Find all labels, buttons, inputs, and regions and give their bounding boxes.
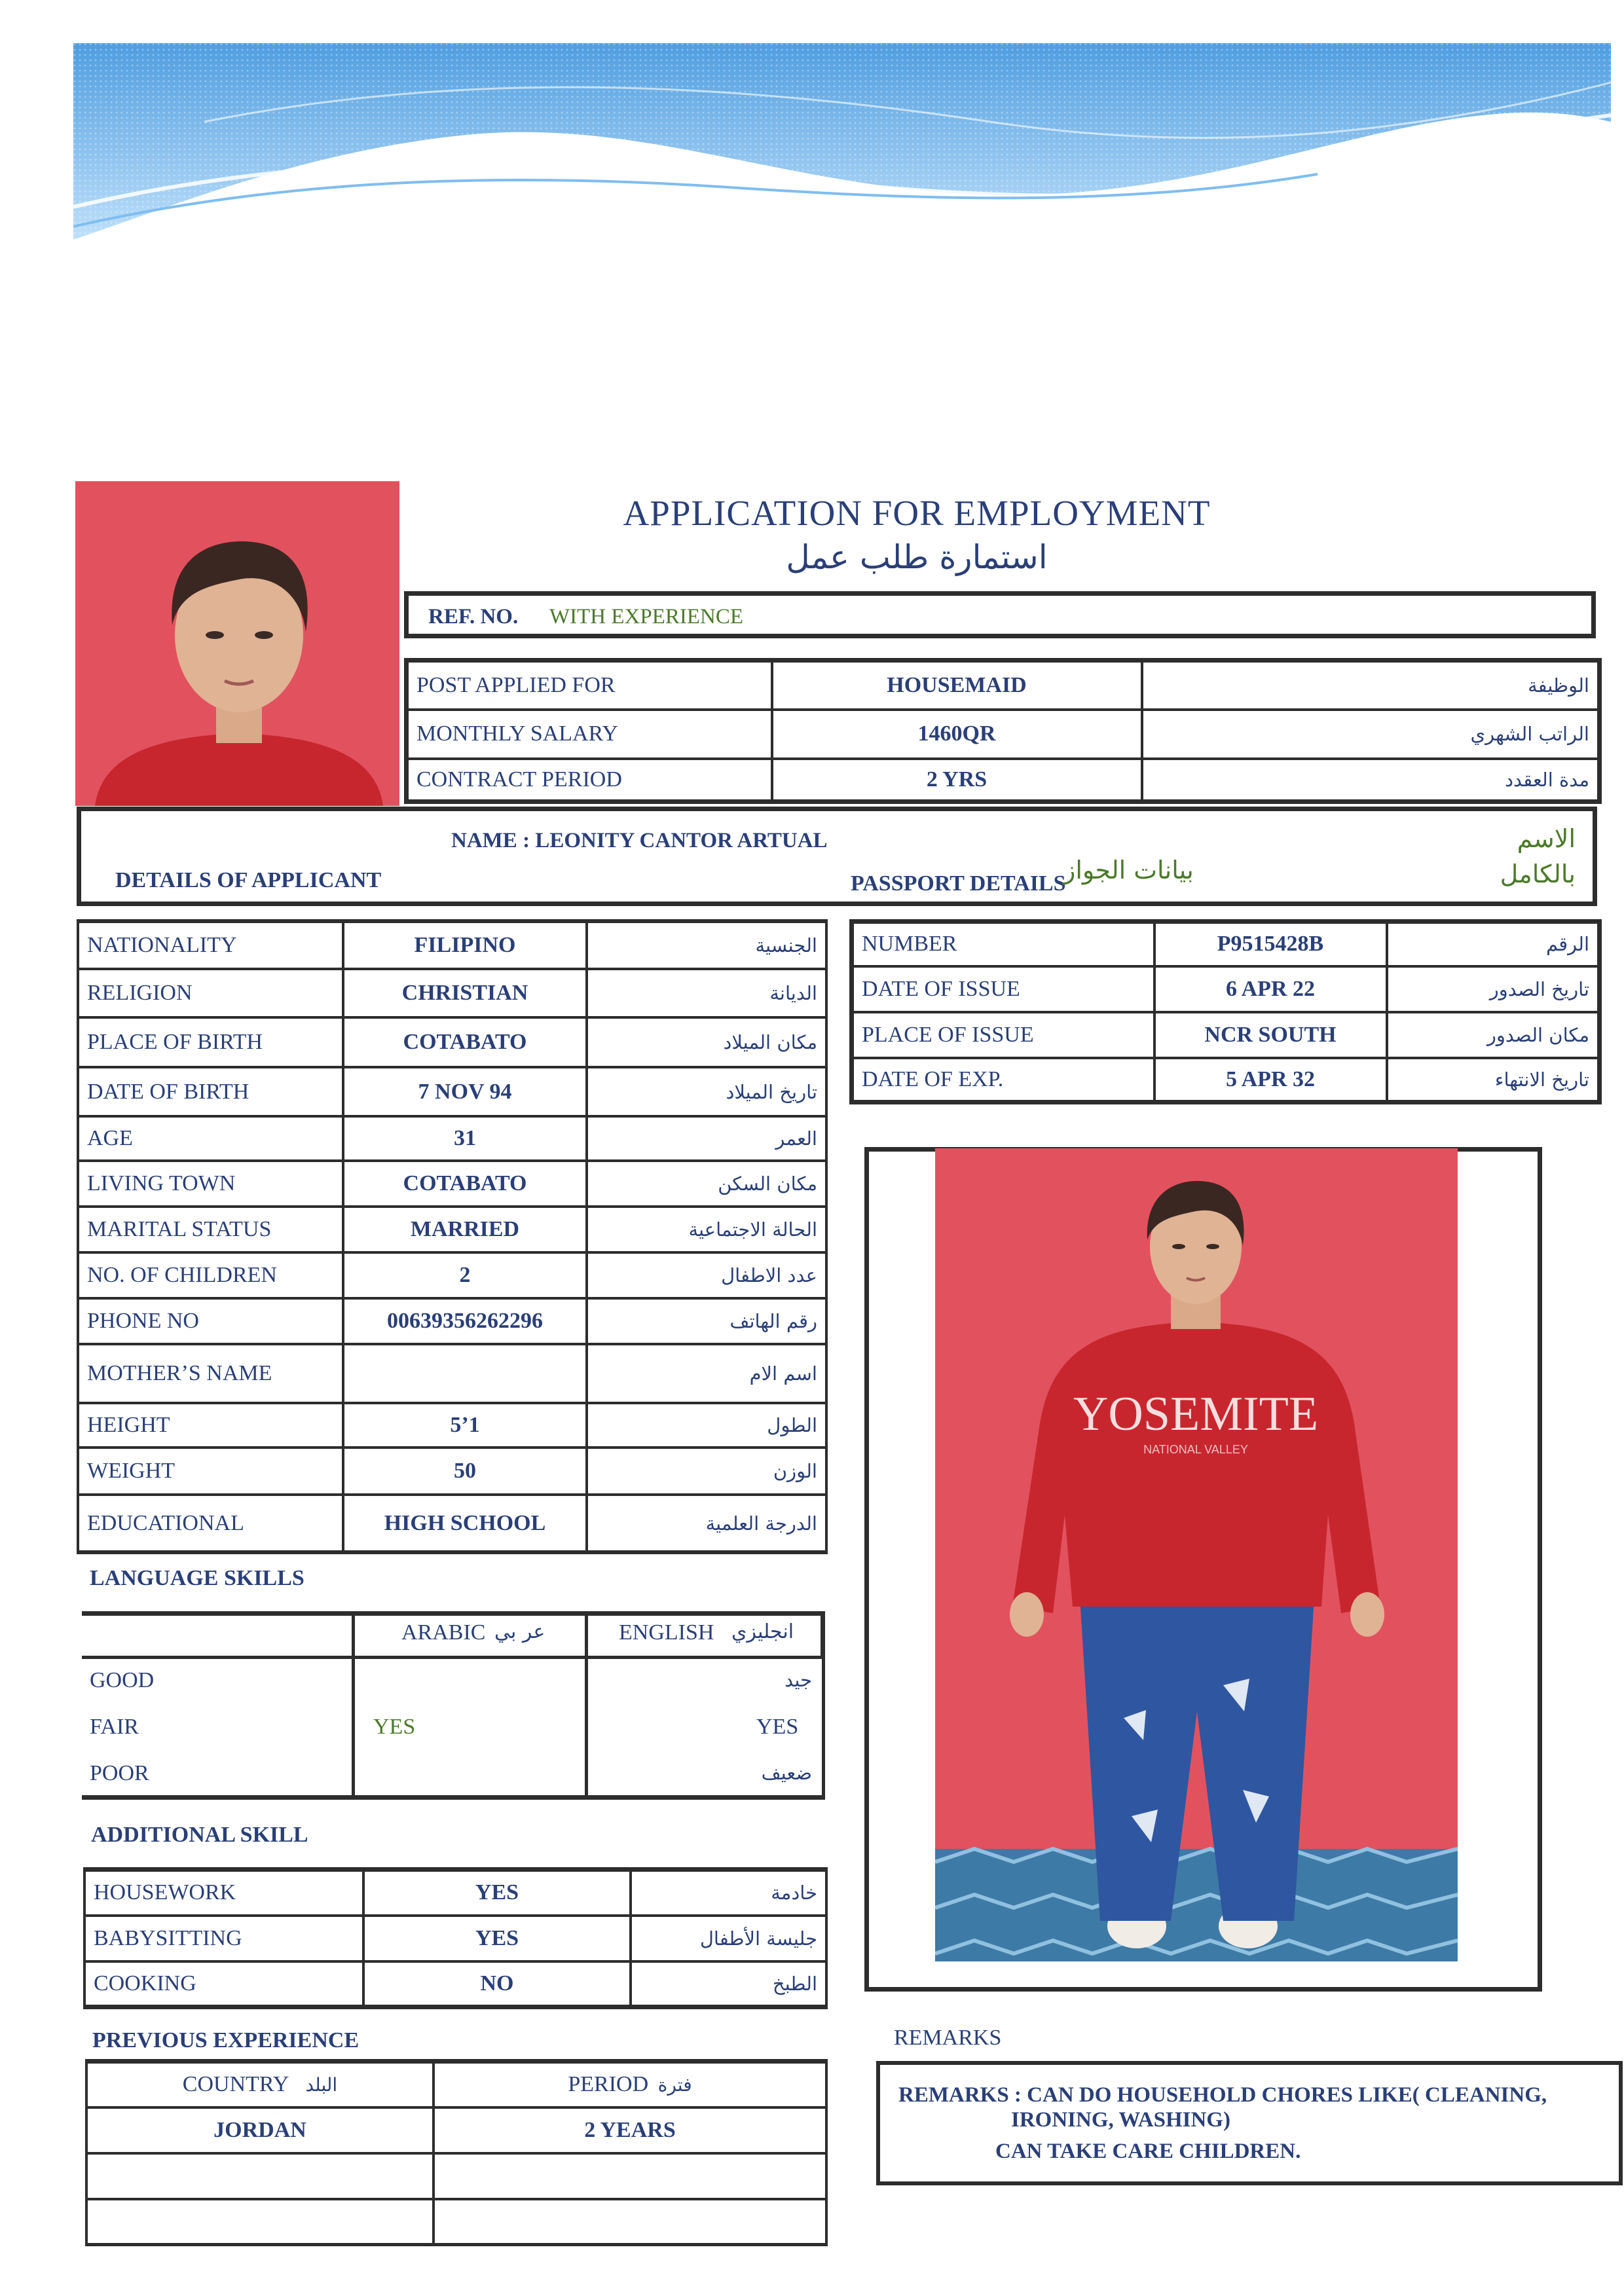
divider [82, 1795, 825, 1800]
field-label-arabic: الجنسية [587, 921, 826, 969]
field-value: 2 [343, 1252, 587, 1298]
table-row [78, 1495, 826, 1552]
skill-label: HOUSEWORK [84, 1870, 363, 1916]
field-value: COTABATO [343, 1017, 587, 1067]
field-label: RELIGION [78, 969, 343, 1017]
passport-label: DATE OF EXP. [852, 1058, 1154, 1102]
table-row [78, 1403, 826, 1448]
table-row [78, 1116, 826, 1161]
table-row [78, 1448, 826, 1495]
field-value: HIGH SCHOOL [343, 1495, 587, 1552]
passport-label-arabic: تاريخ الصدور [1387, 966, 1600, 1012]
job-label: MONTHLY SALARY [407, 710, 772, 759]
field-label-arabic: الوزن [587, 1448, 826, 1495]
field-label-arabic: مكان السكن [587, 1161, 826, 1207]
table-row [84, 1870, 826, 1916]
field-label: MARITAL STATUS [78, 1207, 343, 1252]
language-level-arabic: جيد [784, 1669, 812, 1691]
language-english-value: YES [756, 1715, 799, 1739]
language-level-arabic: ضعيف [761, 1762, 812, 1784]
remarks-line-2: IRONING, WASHING) [1011, 2108, 1230, 2132]
field-label: DATE OF BIRTH [78, 1067, 343, 1116]
table-row [852, 922, 1600, 966]
remarks-line-3: CAN TAKE CARE CHILDREN. [995, 2140, 1301, 2163]
field-label: PLACE OF BIRTH [78, 1017, 343, 1067]
table-row [78, 1207, 826, 1252]
table-row [852, 1012, 1600, 1058]
table-row [86, 2153, 826, 2199]
field-value [343, 1344, 587, 1403]
field-label: LIVING TOWN [78, 1161, 343, 1207]
table-row [86, 2199, 826, 2245]
field-label-arabic: مكان الميلاد [587, 1017, 826, 1067]
previous-experience-heading: PREVIOUS EXPERIENCE [92, 2028, 360, 2052]
experience-country: JORDAN [86, 2107, 434, 2153]
english-column-header: ENGLISH [619, 1620, 714, 1645]
field-label-arabic: الطول [587, 1403, 826, 1448]
remarks-box [876, 2061, 1623, 2185]
form-title: APPLICATION FOR EMPLOYMENT [623, 493, 1211, 533]
country-header-label: COUNTRY [182, 2072, 288, 2097]
applicant-details-table [77, 919, 828, 1554]
field-label-arabic: رقم الهاتف [587, 1298, 826, 1344]
job-label: POST APPLIED FOR [407, 661, 772, 710]
name-box [77, 807, 1597, 906]
experience-period [434, 2153, 826, 2199]
table-row [407, 661, 1600, 710]
job-label-arabic: مدة العقدد [1142, 759, 1600, 802]
divider [82, 1611, 825, 1616]
table-row [407, 710, 1600, 759]
experience-period: 2 YEARS [434, 2107, 826, 2153]
language-skills-heading: LANGUAGE SKILLS [90, 1566, 304, 1590]
passport-label: PLACE OF ISSUE [852, 1012, 1154, 1058]
english-column-header-arabic: انجليزي [731, 1620, 794, 1643]
field-value: 00639356262296 [343, 1298, 587, 1344]
divider [352, 1611, 355, 1800]
field-label-arabic: عدد الاطفال [587, 1252, 826, 1298]
skill-value: YES [363, 1870, 631, 1916]
job-label-arabic: الراتب الشهري [1142, 710, 1600, 759]
field-value: FILIPINO [343, 921, 587, 969]
field-label: WEIGHT [78, 1448, 343, 1495]
skill-label-arabic: الطبخ [631, 1961, 826, 2007]
divider [82, 1656, 825, 1659]
additional-skill-heading: ADDITIONAL SKILL [91, 1823, 308, 1847]
job-label-arabic: الوظيفة [1142, 661, 1600, 710]
field-label: NATIONALITY [78, 921, 343, 969]
skill-value: YES [363, 1916, 631, 1961]
period-column-header [434, 2062, 826, 2107]
details-of-applicant-heading: DETAILS OF APPLICANT [115, 868, 382, 892]
table-row [86, 2107, 826, 2153]
divider [822, 1657, 825, 1800]
skill-label-arabic: جليسة الأطفال [631, 1916, 826, 1961]
field-label: MOTHER’S NAME [78, 1344, 343, 1403]
ref-no-value: WITH EXPERIENCE [549, 605, 744, 629]
applicant-name: NAME : LEONITY CANTOR ARTUAL [451, 829, 828, 852]
field-label: PHONE NO [78, 1298, 343, 1344]
header-wave-banner [73, 43, 1611, 246]
field-label: NO. OF CHILDREN [78, 1252, 343, 1298]
experience-period [434, 2199, 826, 2245]
passport-value: 5 APR 32 [1154, 1058, 1387, 1102]
job-value: 1460QR [772, 710, 1142, 759]
country-header-arabic: البلد [305, 2074, 338, 2096]
field-value: 5’1 [343, 1403, 587, 1448]
period-header-arabic: فترة [657, 2074, 692, 2096]
field-value: 31 [343, 1116, 587, 1161]
field-value: 50 [343, 1448, 587, 1495]
table-row [78, 1298, 826, 1344]
field-label-arabic: الديانة [587, 969, 826, 1017]
field-label: HEIGHT [78, 1403, 343, 1448]
job-value: HOUSEMAID [772, 661, 1142, 710]
field-value: CHRISTIAN [343, 969, 587, 1017]
field-label-arabic: العمر [587, 1116, 826, 1161]
form-title-arabic: استمارة طلب عمل [786, 538, 1048, 576]
applicant-full-body-photo [935, 1148, 1458, 1961]
language-level-label: GOOD [90, 1668, 155, 1692]
previous-experience-table [85, 2059, 828, 2246]
table-row [78, 1067, 826, 1116]
period-header-label: PERIOD [568, 2072, 649, 2097]
table-row [78, 1344, 826, 1403]
experience-country [86, 2199, 434, 2245]
field-label-arabic: الدرجة العلمية [587, 1495, 826, 1552]
divider [585, 1611, 588, 1800]
table-row [78, 969, 826, 1017]
field-value: COTABATO [343, 1161, 587, 1207]
job-table [404, 658, 1602, 804]
table-row [86, 2062, 826, 2107]
language-level-label: POOR [90, 1761, 149, 1785]
job-label: CONTRACT PERIOD [407, 759, 772, 802]
passport-label: NUMBER [852, 922, 1154, 966]
field-label: EDUCATIONAL [78, 1495, 343, 1552]
language-table [82, 1611, 825, 1800]
passport-value: NCR SOUTH [1154, 1012, 1387, 1058]
field-value: MARRIED [343, 1207, 587, 1252]
sweater-subtext: NATIONAL VALLEY [1143, 1443, 1248, 1456]
passport-label: DATE OF ISSUE [852, 966, 1154, 1012]
skill-label-arabic: خادمة [631, 1870, 826, 1916]
remarks-heading: REMARKS [894, 2026, 1002, 2050]
sweater-text: YOSEMITE [1073, 1387, 1319, 1441]
name-label-arabic-1: الاسم [1517, 824, 1576, 853]
table-row [78, 1161, 826, 1207]
field-label: AGE [78, 1116, 343, 1161]
experience-country [86, 2153, 434, 2199]
skill-value: NO [363, 1961, 631, 2007]
field-label-arabic: تاريخ الميلاد [587, 1067, 826, 1116]
table-row [84, 1961, 826, 2007]
country-column-header [86, 2062, 434, 2107]
ref-no-box [404, 591, 1596, 638]
passport-value: P9515428B [1154, 922, 1387, 966]
field-value: 7 NOV 94 [343, 1067, 587, 1116]
passport-table [849, 919, 1602, 1104]
table-row [852, 966, 1600, 1012]
passport-value: 6 APR 22 [1154, 966, 1387, 1012]
field-label-arabic: الحالة الاجتماعية [587, 1207, 826, 1252]
divider [821, 1611, 825, 1657]
table-row [852, 1058, 1600, 1102]
additional-skill-table [83, 1867, 828, 2009]
ref-no-label: REF. NO. [428, 605, 519, 629]
skill-label: BABYSITTING [84, 1916, 363, 1961]
passport-details-arabic: بيانات الجواز [1063, 856, 1194, 884]
passport-label-arabic: الرقم [1387, 922, 1600, 966]
table-row [78, 921, 826, 969]
name-label-arabic-2: بالكامل [1500, 860, 1576, 888]
passport-label-arabic: تاريخ الانتهاء [1387, 1058, 1600, 1102]
field-label-arabic: اسم الام [587, 1344, 826, 1403]
remarks-line-1: REMARKS : CAN DO HOUSEHOLD CHORES LIKE( CLEANING, [898, 2083, 1547, 2107]
passport-label-arabic: مكان الصدور [1387, 1012, 1600, 1058]
table-row [78, 1017, 826, 1067]
language-level-label: FAIR [90, 1715, 139, 1739]
arabic-column-header-arabic: عر بي [494, 1620, 545, 1643]
table-row [407, 759, 1600, 802]
job-value: 2 YRS [772, 759, 1142, 802]
table-row [78, 1252, 826, 1298]
arabic-column-header: ARABIC [401, 1620, 486, 1645]
table-row [84, 1916, 826, 1961]
language-arabic-value: YES [373, 1715, 416, 1739]
skill-label: COOKING [84, 1961, 363, 2007]
passport-details-heading: PASSPORT DETAILS [851, 871, 1066, 896]
applicant-passport-photo [75, 481, 399, 806]
